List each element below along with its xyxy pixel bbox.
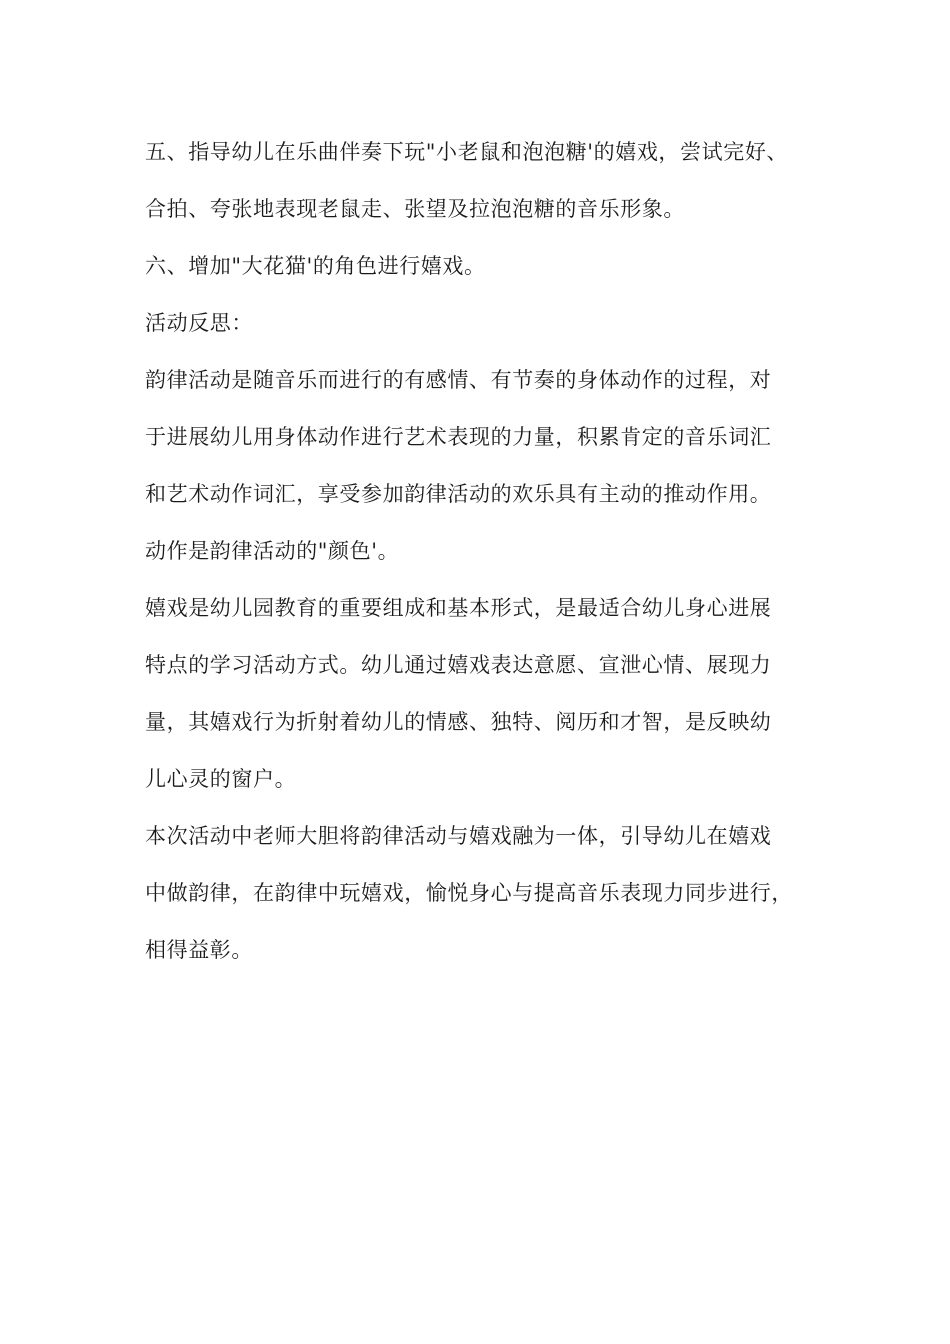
text-line-summary-1: 本次活动中老师大胆将韵律活动与嬉戏融为一体，引导幼儿在嬉戏 bbox=[145, 824, 772, 848]
text-line-reflection-2: 于进展幼儿用身体动作进行艺术表现的力量，积累肯定的音乐词汇 bbox=[145, 425, 772, 449]
text-line-reflection-3: 和艺术动作词汇，享受参加韵律活动的欢乐具有主动的推动作用。 bbox=[145, 482, 772, 506]
section-heading-reflection: 活动反思： bbox=[145, 311, 253, 335]
text-line-game-2: 特点的学习活动方式。幼儿通过嬉戏表达意愿、宣泄心情、展现力 bbox=[145, 653, 772, 677]
text-line-step-6: 六、增加"大花猫'的角色进行嬉戏。 bbox=[145, 254, 486, 278]
text-line-game-1: 嬉戏是幼儿园教育的重要组成和基本形式，是最适合幼儿身心进展 bbox=[145, 596, 772, 620]
text-line-summary-2: 中做韵律，在韵律中玩嬉戏，愉悦身心与提高音乐表现力同步进行， bbox=[145, 881, 793, 905]
text-line-step-5-cont: 合拍、夸张地表现老鼠走、张望及拉泡泡糖的音乐形象。 bbox=[145, 197, 685, 221]
text-line-reflection-4: 动作是韵律活动的"颜色'。 bbox=[145, 539, 400, 563]
text-line-game-3: 量，其嬉戏行为折射着幼儿的情感、独特、阅历和才智，是反映幼 bbox=[145, 710, 772, 734]
document-body bbox=[145, 124, 945, 979]
text-line-summary-3: 相得益彰。 bbox=[145, 938, 253, 962]
text-line-game-4: 儿心灵的窗户。 bbox=[145, 767, 297, 791]
text-line-reflection-1: 韵律活动是随音乐而进行的有感情、有节奏的身体动作的过程，对 bbox=[145, 368, 772, 392]
text-line-step-5: 五、指导幼儿在乐曲伴奏下玩"小老鼠和泡泡糖'的嬉戏，尝试完好、 bbox=[145, 140, 789, 164]
